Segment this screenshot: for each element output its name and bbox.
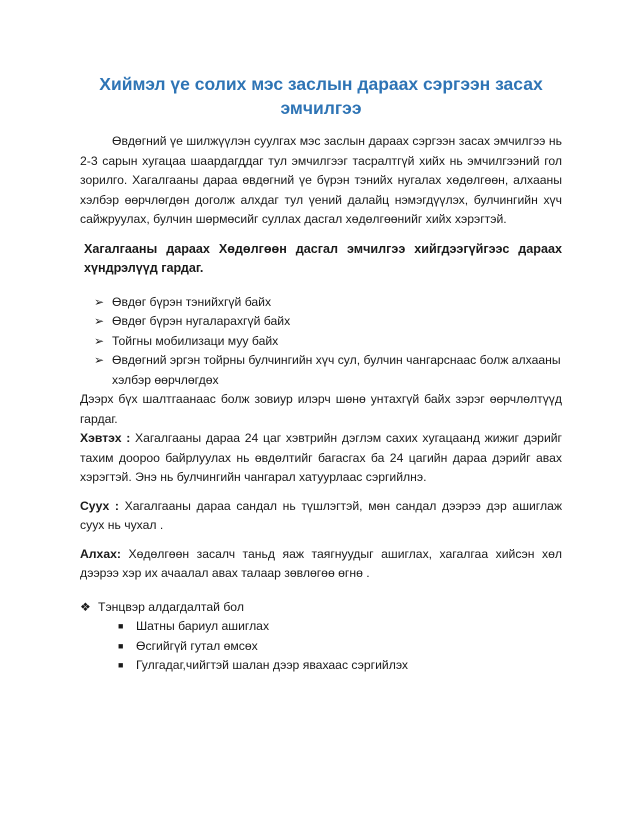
complications-heading: Хагалгааны дараах Хөдөлгөөн дасгал эмчилгээ хийгдээгүйгээс дараах хүндрэлүүд гардаг.: [84, 241, 562, 275]
list-item: ➢ Өвдөг бүрэн нугаларахгүй байх: [94, 312, 562, 332]
list-item: ➢ Өвдөг бүрэн тэнийхгүй байх: [94, 293, 562, 313]
square-icon: ■: [118, 660, 124, 670]
arrow-right-icon: ➢: [94, 353, 105, 367]
arrow-right-icon: ➢: [94, 333, 105, 348]
section-walking: Алхах: Хөдөлгөөн засалч таньд яаж таягнуудыг ашиглах, хагалгаа хийсэн хөл дээрээ хэр их ачаалал авах талаар зөвлөгөө өгнө .: [80, 546, 562, 580]
summary-paragraph: Дээрх бүх шалтгаанаас болж зовиур илэрч шөнө унтахгүй байх зэрэг өөрчлөлтүүд гардаг.: [80, 392, 562, 426]
intro-paragraph: Өвдөгний үе шилжүүлэн суулгах мэс заслын дараах сэргээн засах эмчилгээ нь 2-3 сарын хугацаа шаардагддаг тул эмчилгээг тасралтгүй хийх нь эмчилгээний гол зорилго. Хагалгааны дараа өвдөгний үе бүрэн тэнийх нугалах хөдөлгөөн, алхааны хэлбэр өөрчлөгдөн доголж алхдаг тул үений далайц нэмэгдүүлэх, булчингийн хүч сайжруулах, булчин шөрмөсийг суллах дасгал хөдөлгөөнийг хийх хэрэгтэй.: [80, 134, 562, 226]
section-label: Хэвтэх :: [80, 431, 131, 445]
section-sitting: Суух : Хагалгааны дараа сандал нь түшлэгтэй, мөн сандал дээрээ дэр ашиглаж суух нь чухал .: [80, 498, 562, 532]
balance-heading: ❖ Тэнцвэр алдагдалтай бол: [80, 598, 562, 618]
section-lying: Хэвтэх : Хагалгааны дараа 24 цаг хэвтрийн дэглэм сахих хугацаанд жижиг дэрийг тахим доороо байрлуулах нь өвдөлтийг багасгах ба 24 цагийн дараа дэрийг авах хэрэгтэй. Энэ нь булчингийн чангарал хатуурлаас сэргийлнэ.: [80, 431, 563, 484]
list-item: ■ Гулгадаг,чийгтэй шалан дээр явахаас сэргийлэх: [118, 656, 562, 676]
list-item: ■ Өсгийгүй гутал өмсөх: [118, 637, 562, 657]
diamond-icon: ❖: [80, 599, 91, 614]
document-title: Хиймэл үе солих мэс заслын дараах сэргээн засах эмчилгээ: [99, 74, 543, 118]
square-icon: ■: [118, 621, 124, 631]
section-label: Алхах:: [80, 546, 121, 561]
complications-list: [80, 293, 562, 391]
arrow-right-icon: ➢: [94, 294, 105, 309]
section-label: Суух :: [80, 498, 119, 513]
list-item: ■ Шатны бариул ашиглах: [118, 617, 562, 637]
document-page: [80, 72, 562, 676]
balance-list: [80, 617, 562, 676]
arrow-right-icon: ➢: [94, 314, 105, 328]
list-item: ➢ Тойгны мобилизаци муу байх: [94, 332, 562, 352]
square-icon: ■: [118, 640, 124, 651]
list-item: ➢ Өвдөгний эргэн тойрны булчингийн хүч сул, булчин чангарснаас болж алхааны хэлбэр өөрчлөгдөх: [94, 353, 561, 387]
